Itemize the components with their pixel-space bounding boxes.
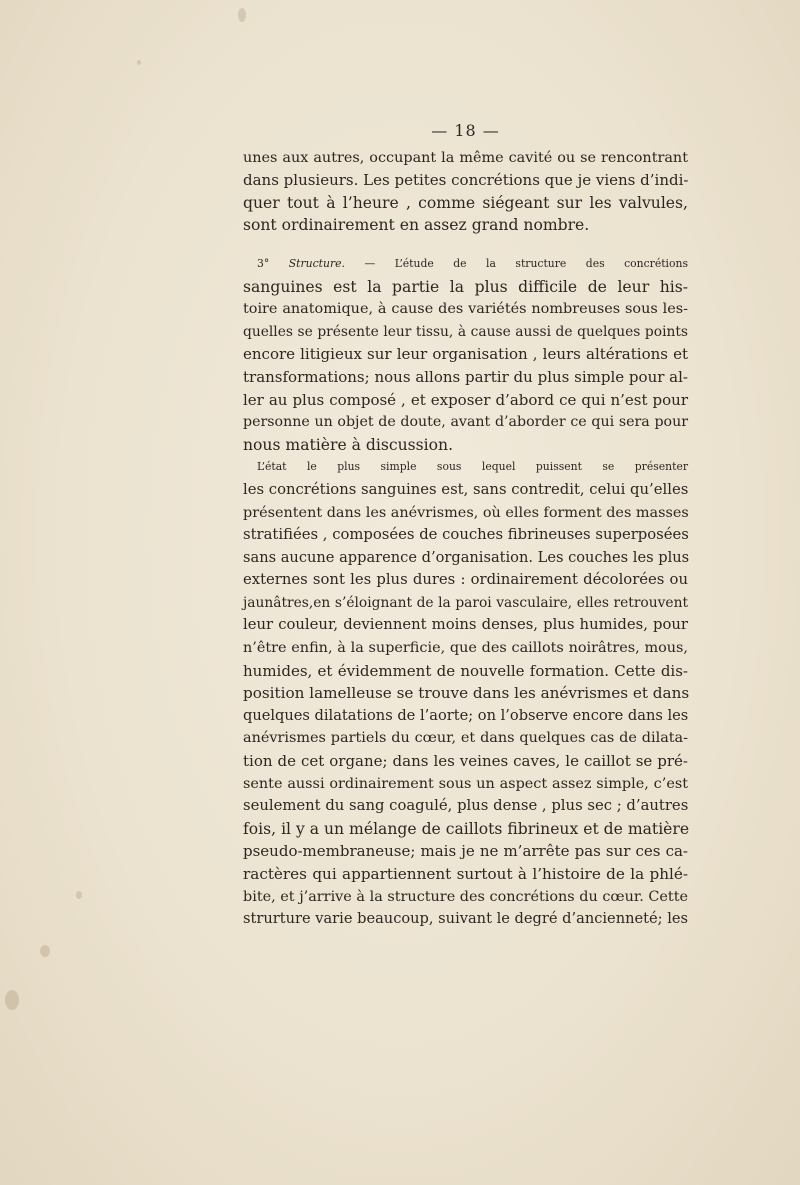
- stain-left-4: [137, 60, 141, 65]
- text-line: leur couleur, deviennent moins denses, plus humides, pour: [243, 616, 688, 634]
- text-line: quelques dilatations de l’aorte; on l’observe encore dans les: [243, 706, 689, 724]
- text-line: anévrismes partiels du cœur, et dans quelques cas de dilata-: [243, 730, 688, 747]
- text-line: L’état le plus simple sous lequel puissent se présenter: [257, 460, 688, 474]
- section-number: 3°: [257, 256, 270, 270]
- text-line: position lamelleuse se trouve dans les anévrismes et dans: [243, 684, 690, 703]
- text-line: stratifiées , composées de couches fibrineuses superposées: [243, 526, 689, 544]
- text-line: transformations; nous allons partir du plus simple pour al-: [243, 367, 688, 386]
- text-line: sente aussi ordinairement sous un aspect assez simple, c’est: [243, 775, 688, 792]
- text-line: unes aux autres, occupant la même cavité ou se rencontrant: [243, 149, 688, 166]
- text-line: bite, et j’arrive à la structure des concrétions du cœur. Cette: [243, 888, 688, 905]
- text-line: tion de cet organe; dans les veines caves, le caillot se pré-: [243, 752, 688, 771]
- text-line: quer tout à l’heure , comme siégeant sur les valvules,: [243, 193, 688, 212]
- section-title: Structure.: [288, 256, 345, 270]
- text-line: n’être enfin, à la superficie, que des caillots noirâtres, mous,: [243, 640, 688, 657]
- text-line: pseudo-membraneuse; mais je ne m’arrête pas sur ces ca-: [243, 842, 688, 861]
- paragraph-gap: [243, 237, 688, 253]
- text-line: encore litigieux sur leur organisation , leurs altérations et: [243, 345, 688, 364]
- text-line: dans plusieurs. Les petites concrétions que je viens d’indi-: [243, 171, 689, 190]
- text-line: sans aucune apparence d’organisation. Les couches les plus: [243, 548, 690, 566]
- text-line: nous matière à discussion.: [243, 435, 454, 454]
- stain-left-2: [40, 945, 50, 957]
- text-line: jaunâtres,en s’éloignant de la paroi vasculaire, elles retrouvent: [243, 594, 688, 611]
- text-line: présentent dans les anévrismes, où elles forment des masses: [243, 504, 689, 521]
- text-line: seulement du sang coagulé, plus dense , plus sec ; d’autres: [243, 797, 689, 815]
- text-line: strurture varie beaucoup, suivant le degré d’ancienneté; les: [243, 910, 688, 928]
- text-line: ractères qui appartiennent surtout à l’histoire de la phlé-: [243, 865, 688, 883]
- text-line: les concrétions sanguines est, sans contredit, celui qu’elles: [243, 480, 689, 498]
- section-first-line-text: L’étude de la structure des concrétions: [394, 256, 689, 270]
- text-line: sanguines est la partie la plus difficile de leur his-: [243, 277, 688, 296]
- section-dash: —: [364, 256, 376, 270]
- page-text: [243, 120, 688, 931]
- page-number: — 18 —: [431, 121, 500, 140]
- text-line: externes sont les plus dures : ordinairement décolorées ou: [243, 571, 688, 589]
- stain-left-1: [76, 891, 82, 899]
- stain-left-3: [5, 990, 19, 1010]
- text-line: fois, il y a un mélange de caillots fibrineux et de matière: [243, 819, 690, 838]
- text-line: ler au plus composé , et exposer d’abord ce qui n’est pour: [243, 390, 688, 409]
- text-line: personne un objet de doute, avant d’aborder ce qui sera pour: [243, 414, 688, 431]
- stain-top: [238, 8, 246, 22]
- text-line: sont ordinairement en assez grand nombre.: [243, 216, 590, 235]
- text-line: humides, et évidemment de nouvelle formation. Cette dis-: [243, 661, 688, 680]
- text-line: toire anatomique, à cause des variétés nombreuses sous les-: [243, 301, 688, 318]
- section-heading-line: [243, 253, 688, 276]
- text-line: quelles se présente leur tissu, à cause aussi de quelques points: [243, 323, 688, 340]
